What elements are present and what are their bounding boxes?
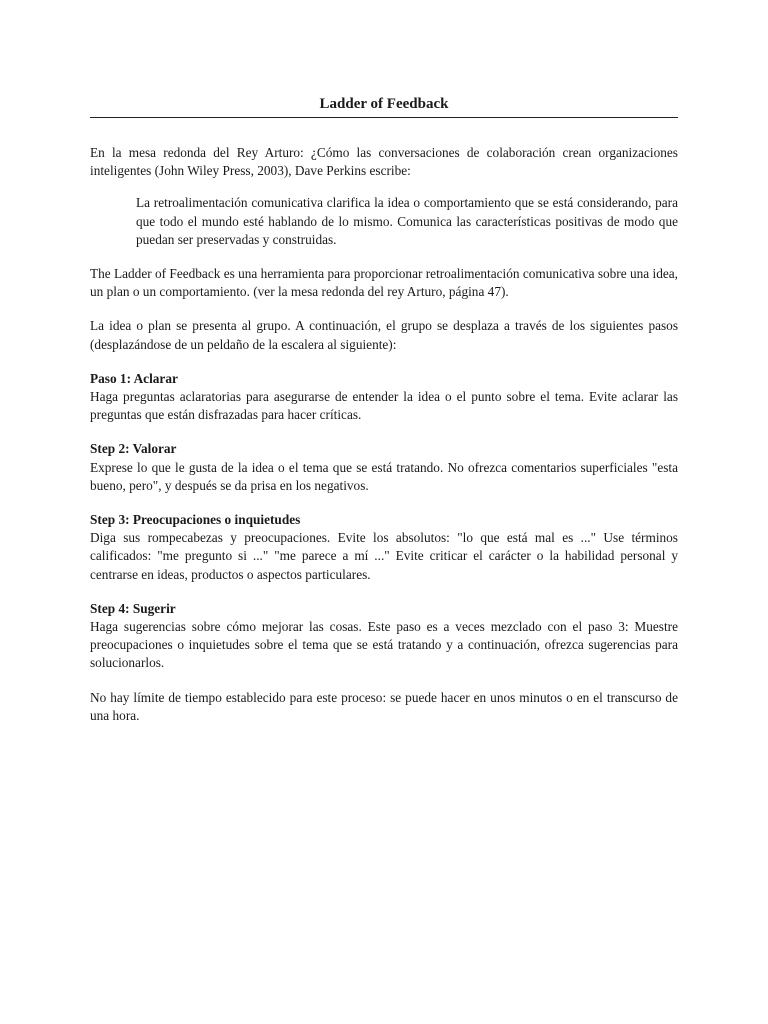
step-4-section [90,600,678,673]
step-3-body: Diga sus rompecabezas y preocupaciones. Evite los absolutos: "lo que está mal es ..." Use términos calificados: "me pregunto si ..." "me parece a mí ..." Evite criticar el carácter o la habilidad personal y centrarse en ideas, productos o aspectos particulares. [90,530,678,582]
block-quote: La retroalimentación comunicativa clarifica la idea o comportamiento que se está considerando, para que todo el mundo esté hablando de lo mismo. Comunica las características positivas de modo que puedan ser preservadas y construidas. [136,195,678,247]
process-paragraph: La idea o plan se presenta al grupo. A continuación, el grupo se desplaza a través de los siguientes pasos (desplazándose de un peldaño de la escalera al siguiente): [90,318,678,352]
step-2-section [90,440,678,495]
step-1-body: Haga preguntas aclaratorias para asegurarse de entender la idea o el punto sobre el tema. Evite aclarar las preguntas que están disfrazadas para hacer críticas. [90,389,678,423]
step-4-body: Haga sugerencias sobre cómo mejorar las cosas. Este paso es a veces mezclado con el paso 3: Muestre preocupaciones o inquietudes sobre el tema que se está tratando y a continuación, ofrezca sugerencias para solucionarlos. [90,619,678,671]
step-1-section [90,370,678,425]
description-paragraph: The Ladder of Feedback es una herramienta para proporcionar retroalimentación comunicativa sobre una idea, un plan o un comportamiento. (ver la mesa redonda del rey Arturo, página 47). [90,266,678,300]
intro-paragraph: En la mesa redonda del Rey Arturo: ¿Cómo las conversaciones de colaboración crean organizaciones inteligentes (John Wiley Press, 2003), Dave Perkins escribe: [90,145,678,179]
step-2-heading: Step 2: Valorar [90,441,177,457]
document-title: Ladder of Feedback [90,94,678,118]
step-2-body: Exprese lo que le gusta de la idea o el tema que se está tratando. No ofrezca comentarios superficiales "esta bueno, pero", y después se da prisa en los negativos. [90,459,678,493]
step-4-heading: Step 4: Sugerir [90,600,176,616]
step-1-heading: Paso 1: Aclarar [90,370,178,386]
step-3-section [90,511,678,584]
closing-paragraph: No hay límite de tiempo establecido para este proceso: se puede hacer en unos minutos o en el transcurso de una hora. [90,689,678,723]
step-3-heading: Step 3: Preocupaciones o inquietudes [90,512,301,528]
document-page [90,94,678,725]
